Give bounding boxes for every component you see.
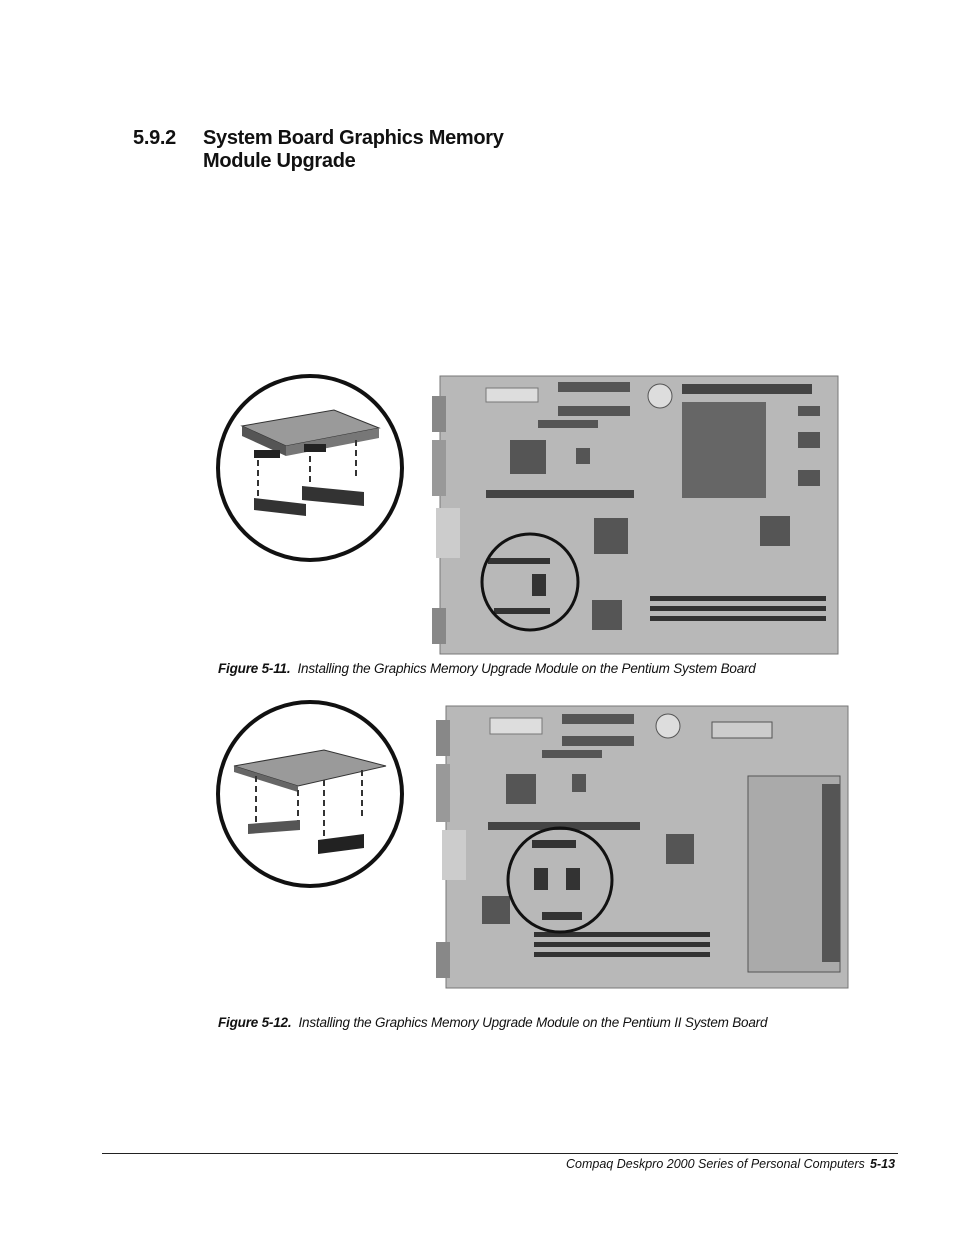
pentium-ii-system-board bbox=[436, 706, 848, 988]
figure-5-12-caption bbox=[218, 1015, 767, 1030]
module-detail-callout bbox=[218, 376, 402, 560]
figure-5-11-illustration bbox=[214, 368, 846, 658]
section-title-line1: System Board Graphics Memory bbox=[203, 127, 504, 149]
figure-5-11-text: Installing the Graphics Memory Upgrade Module on the Pentium System Board bbox=[297, 661, 756, 676]
figure-5-11-label: Figure 5-11. bbox=[218, 661, 291, 676]
footer-rule bbox=[102, 1153, 898, 1154]
footer-title: Compaq Deskpro 2000 Series of Personal Computers bbox=[566, 1157, 865, 1171]
figure-5-11-caption bbox=[218, 661, 756, 676]
module-detail-callout bbox=[218, 702, 402, 886]
section-number: 5.9.2 bbox=[133, 127, 176, 149]
figure-5-12-text: Installing the Graphics Memory Upgrade Module on the Pentium II System Board bbox=[298, 1015, 768, 1030]
pentium-system-board bbox=[432, 376, 838, 654]
figure-5-12-illustration bbox=[214, 700, 854, 1012]
figure-5-12-label: Figure 5-12. bbox=[218, 1015, 292, 1030]
section-title-line2: Module Upgrade bbox=[203, 150, 356, 172]
page-number: 5-13 bbox=[870, 1157, 896, 1171]
